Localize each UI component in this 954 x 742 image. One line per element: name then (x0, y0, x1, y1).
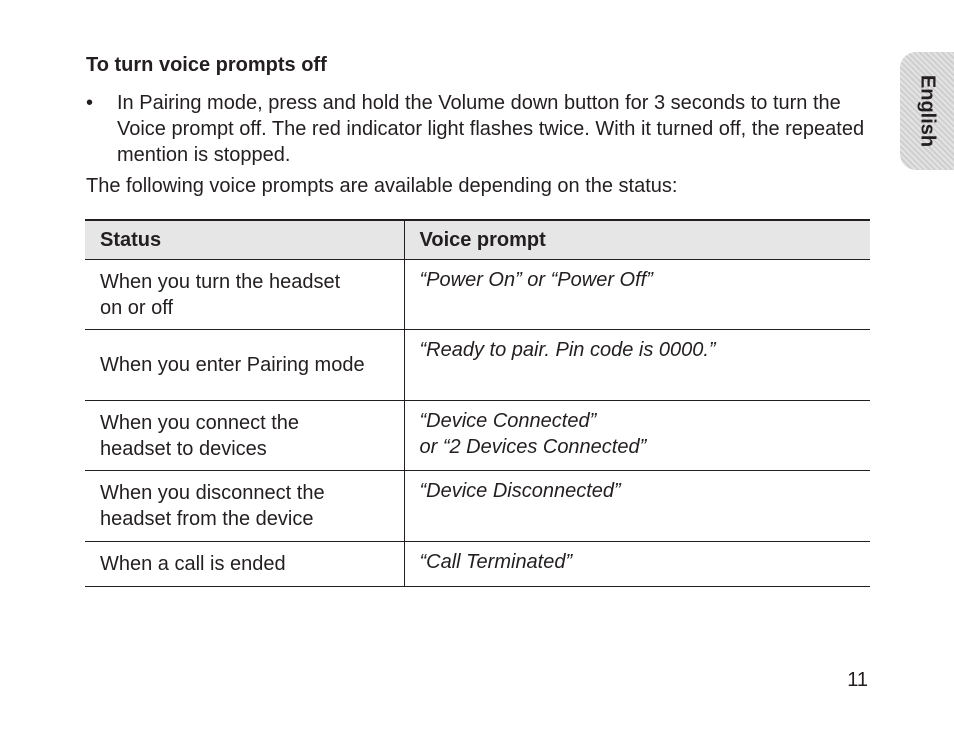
prompt-cell (404, 471, 870, 542)
bullet-marker: • (86, 92, 94, 114)
table-row (85, 330, 870, 401)
status-cell (85, 401, 404, 471)
status-line: When you disconnect the (100, 482, 325, 504)
prompt-line: or “2 Devices Connected” (419, 436, 647, 458)
prompt-cell (404, 330, 870, 401)
prompt-line: “Call Terminated” (419, 551, 573, 573)
header-voice-prompt: Voice prompt (404, 220, 870, 260)
prompt-cell (404, 542, 870, 587)
intro-paragraph: The following voice prompts are available depending on the status: (86, 175, 678, 197)
language-tab (900, 52, 954, 170)
status-cell (85, 330, 404, 401)
status-cell (85, 260, 404, 330)
language-tab-label: English (916, 74, 939, 148)
voice-prompt-table (85, 219, 870, 587)
table-header-row (85, 220, 870, 260)
section-heading: To turn voice prompts off (86, 54, 327, 76)
status-cell (85, 471, 404, 542)
prompt-line: “Power On” or “Power Off” (419, 269, 653, 291)
status-line: When you enter Pairing mode (100, 354, 365, 376)
table-row (85, 542, 870, 587)
status-line: headset from the device (100, 508, 314, 530)
prompt-cell (404, 401, 870, 471)
prompt-line: “Ready to pair. Pin code is 0000.” (419, 339, 716, 361)
status-line: When you connect the (100, 411, 300, 434)
bullet-text: In Pairing mode, press and hold the Volume down button for 3 seconds to turn the Voice prompt off. The red indicator light flashes twice. With it turned off, the repeated mention is stopped. (117, 92, 865, 166)
page-number: 11 (847, 669, 868, 691)
prompt-cell (404, 260, 870, 330)
table-row (85, 401, 870, 471)
status-line: on or off (100, 296, 174, 319)
table-row (85, 471, 870, 542)
status-line: When you turn the headset (100, 270, 341, 293)
status-cell (85, 542, 404, 587)
status-line: When a call is ended (100, 553, 286, 575)
table-row (85, 260, 870, 330)
prompt-line: “Device Disconnected” (419, 480, 621, 502)
header-status: Status (85, 220, 404, 260)
prompt-line: “Device Connected” (419, 410, 597, 432)
status-line: headset to devices (100, 437, 267, 460)
